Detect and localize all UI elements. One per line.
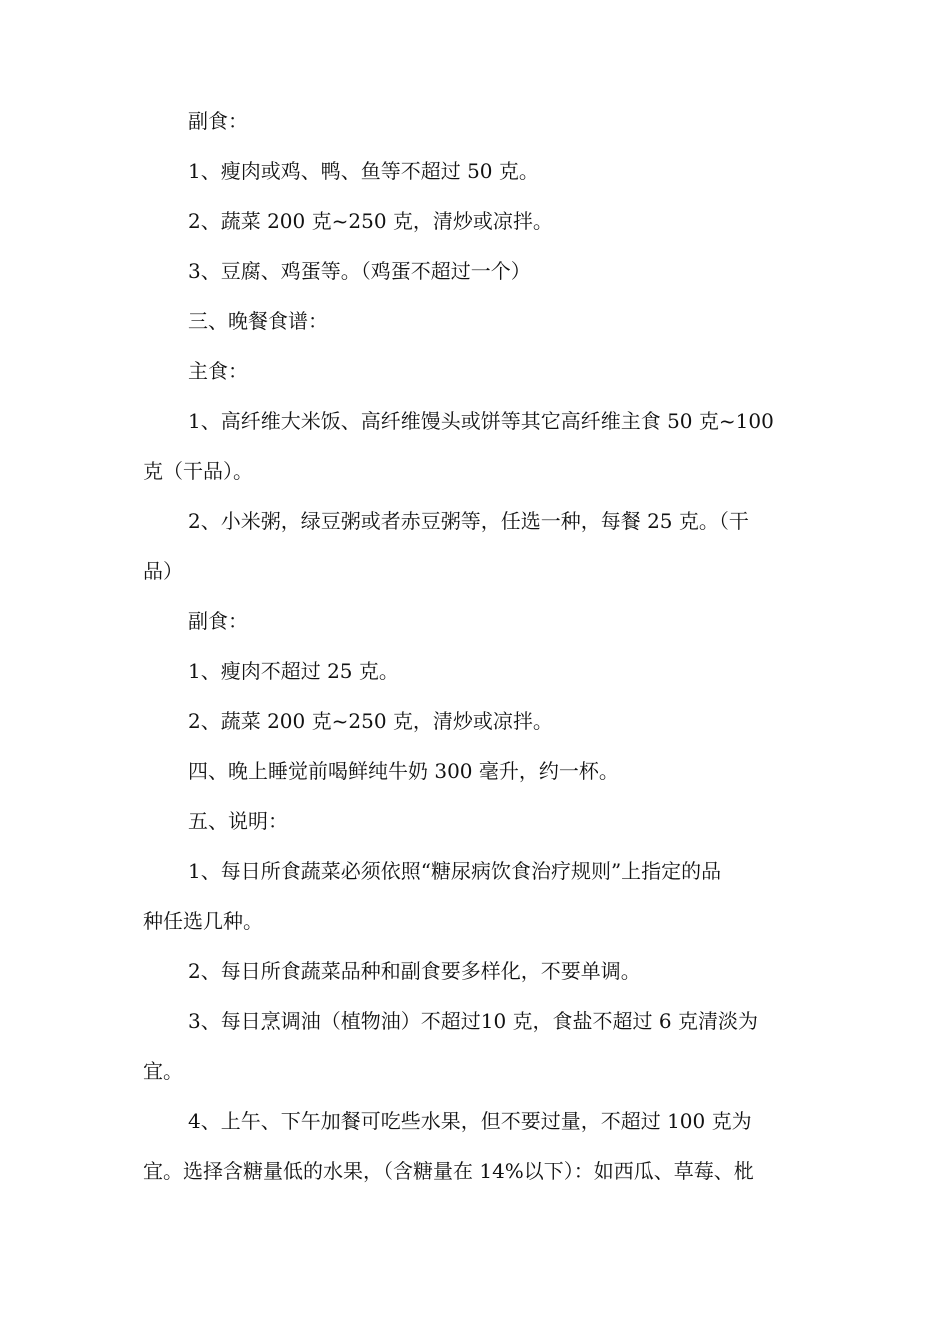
list-item: 4、上午、下午加餐可吃些水果，但不要过量，不超过 100 克为 [188, 1109, 752, 1133]
list-item-continuation: 品） [143, 559, 183, 583]
list-item: 1、瘦肉或鸡、鸭、鱼等不超过 50 克。 [188, 159, 539, 183]
list-item: 2、蔬菜 200 克~250 克，清炒或凉拌。 [188, 709, 553, 733]
section-heading-notes: 五、说明： [188, 809, 288, 833]
section-heading-dinner: 三、晚餐食谱： [188, 309, 328, 333]
heading-side-dish: 副食： [188, 609, 248, 633]
list-item: 1、瘦肉不超过 25 克。 [188, 659, 399, 683]
list-item-continuation: 克（干品）。 [143, 459, 253, 483]
list-item: 1、每日所食蔬菜必须依照“糖尿病饮食治疗规则”上指定的品 [188, 859, 722, 883]
document-body [143, 96, 809, 1196]
list-item: 3、每日烹调油（植物油）不超过10 克，食盐不超过 6 克清淡为 [188, 1009, 758, 1033]
section-heading-bedtime: 四、晚上睡觉前喝鲜纯牛奶 300 毫升，约一杯。 [188, 759, 619, 783]
list-item: 2、小米粥，绿豆粥或者赤豆粥等，任选一种，每餐 25 克。（干 [188, 509, 749, 533]
heading-staple-food: 主食： [188, 359, 248, 383]
list-item: 2、每日所食蔬菜品种和副食要多样化，不要单调。 [188, 959, 641, 983]
heading-side-dish: 副食： [188, 109, 248, 133]
list-item: 2、蔬菜 200 克~250 克，清炒或凉拌。 [188, 209, 553, 233]
list-item: 1、高纤维大米饭、高纤维馒头或饼等其它高纤维主食 50 克~100 [188, 409, 774, 433]
list-item-continuation: 宜。选择含糖量低的水果，（含糖量在 14%以下）：如西瓜、草莓、枇 [143, 1159, 754, 1183]
list-item-continuation: 宜。 [143, 1059, 183, 1083]
list-item: 3、豆腐、鸡蛋等。（鸡蛋不超过一个） [188, 259, 531, 283]
list-item-continuation: 种任选几种。 [143, 909, 263, 933]
